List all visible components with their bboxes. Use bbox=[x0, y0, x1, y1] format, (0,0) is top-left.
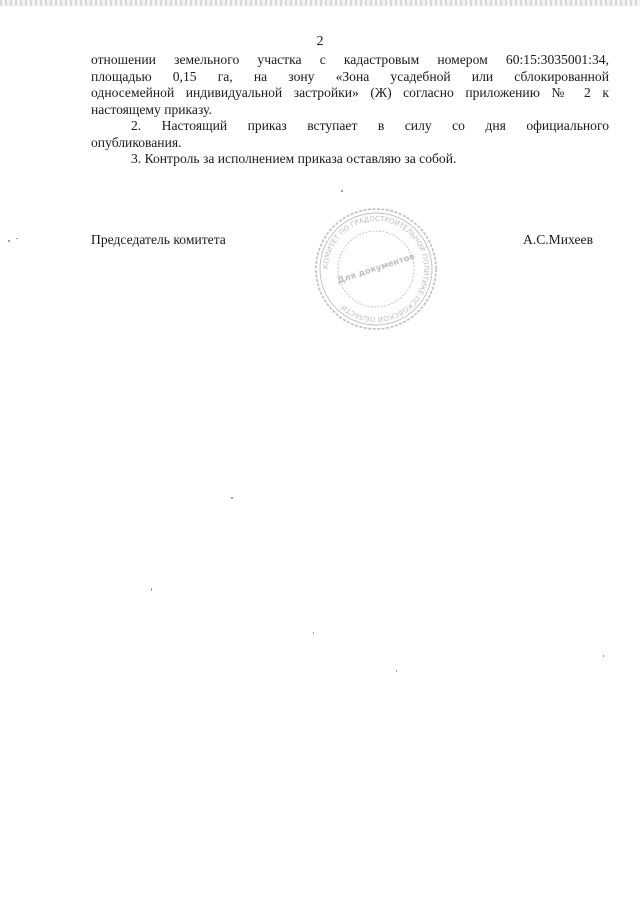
scan-speck bbox=[396, 670, 397, 672]
signatory-name: А.С.Михеев bbox=[523, 232, 593, 247]
scan-speck bbox=[313, 632, 314, 634]
paragraph-1-line: односемейной индивидуальной застройки» (Ж) согласно приложению № 2 к bbox=[91, 85, 609, 100]
paragraph-1-line: отношении земельного участка с кадастровым номером 60:15:3035001:34, bbox=[91, 52, 609, 67]
scan-speck bbox=[603, 655, 604, 657]
document-body bbox=[91, 52, 609, 168]
official-stamp bbox=[312, 205, 440, 333]
page-number: 2 bbox=[316, 34, 324, 49]
scan-speck bbox=[16, 238, 18, 239]
paragraph-1-last-line: настоящему приказу. bbox=[91, 101, 212, 117]
signatory-position: Председатель комитета bbox=[91, 232, 226, 247]
scan-edge-artifact bbox=[0, 0, 640, 6]
paragraph-2-first-line: 2. Настоящий приказ вступает в силу со дня официального bbox=[131, 118, 609, 133]
paragraph-2-last-line: опубликования. bbox=[91, 134, 182, 150]
scan-speck bbox=[8, 240, 10, 242]
paragraph-1-line: площадью 0,15 га, на зону «Зона усадебной или сблокированной bbox=[91, 68, 609, 84]
scan-speck bbox=[231, 497, 233, 499]
paragraph-3: 3. Контроль за исполнением приказа оставляю за собой. bbox=[131, 151, 457, 166]
paragraph-2 bbox=[91, 118, 609, 151]
scan-speck bbox=[341, 190, 343, 192]
paragraph-1 bbox=[91, 52, 609, 118]
stamp-ring-text: КОМИТЕТ ПО ГРАДОСТРОИТЕЛЬНОЙ ПОЛИТИКЕ ПСКОВСКОЙ ОБЛАСТИ bbox=[321, 214, 431, 324]
scan-speck bbox=[151, 588, 152, 591]
stamp-center-text: Для документов bbox=[335, 251, 417, 287]
